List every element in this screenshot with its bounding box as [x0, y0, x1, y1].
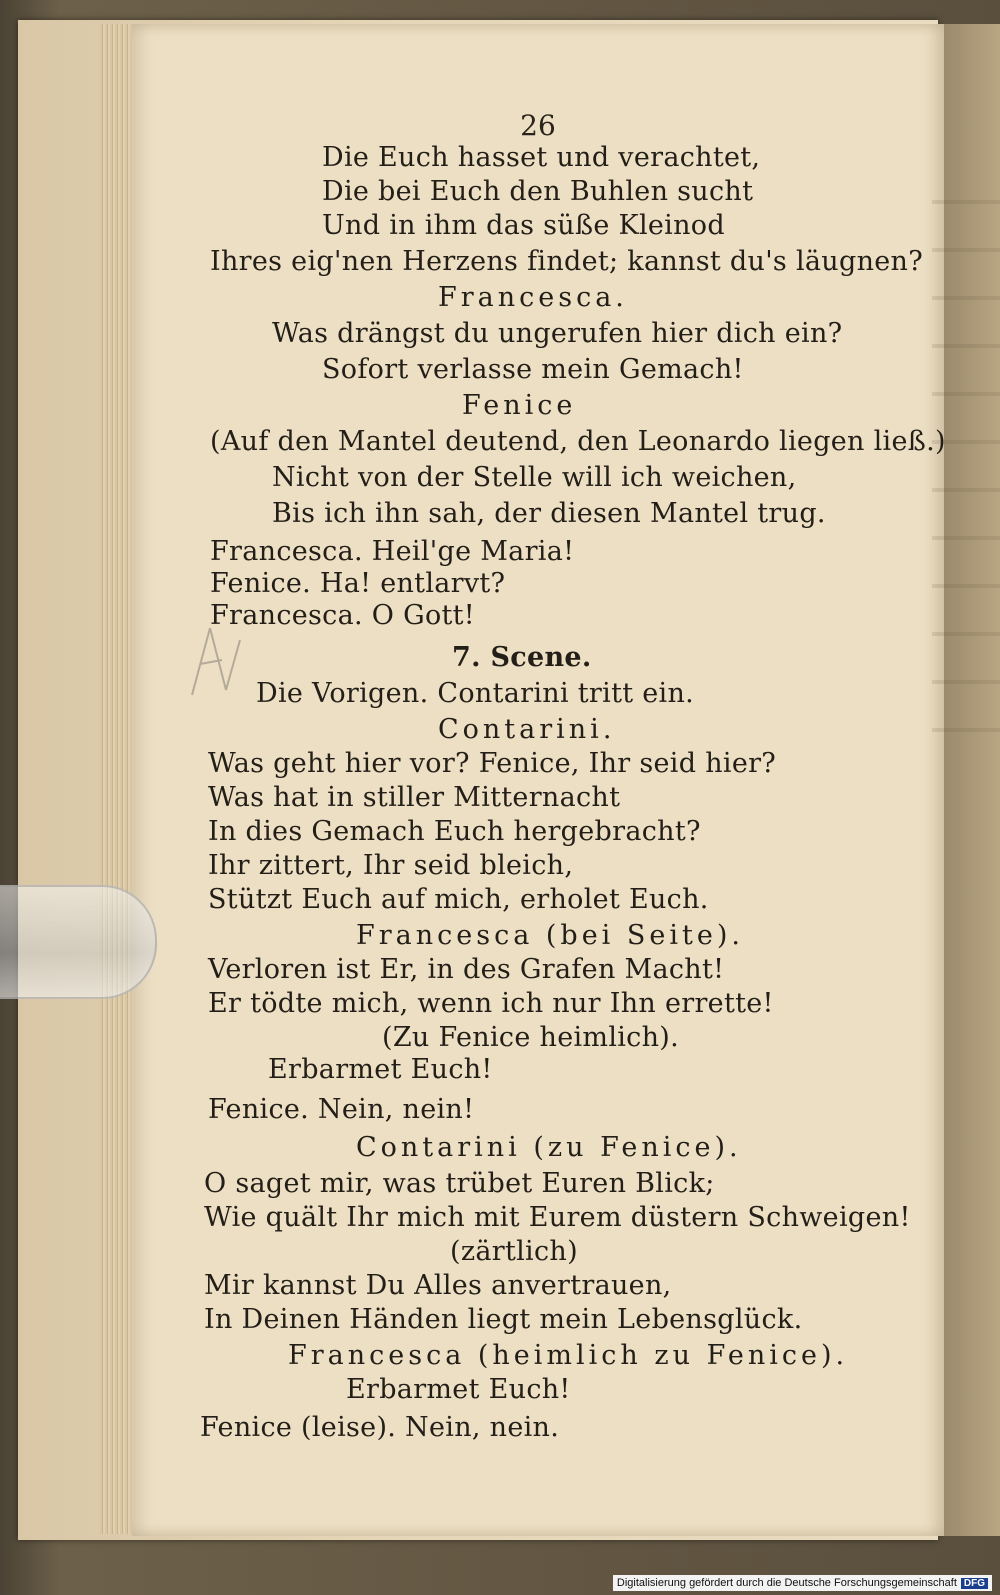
verse-line: Sofort verlasse mein Gemach!	[322, 354, 744, 385]
footer-text: Digitalisierung gefördert durch die Deutsche Forschungsgemeinschaft	[616, 1577, 957, 1589]
speaker-heading: Francesca.	[438, 282, 628, 313]
verse-line: Ihres eig'nen Herzens findet; kannst du's läugnen?	[210, 246, 924, 277]
verse-line: Und in ihm das süße Kleinod	[322, 210, 725, 241]
stage-direction: (Auf den Mantel deutend, den Leonardo liegen ließ.)	[210, 426, 946, 457]
verse-line: In dies Gemach Euch hergebracht?	[208, 816, 701, 847]
verse-line: Verloren ist Er, in des Grafen Macht!	[208, 954, 725, 985]
verse-line: Nicht von der Stelle will ich weichen,	[272, 462, 797, 493]
verse-line: In Deinen Händen liegt mein Lebensglück.	[204, 1304, 803, 1335]
page-edges	[100, 24, 134, 1534]
verse-line: Er tödte mich, wenn ich nur Ihn errette!	[208, 988, 774, 1019]
speaker-heading: Francesca (bei Seite).	[356, 920, 744, 951]
verse-line: Ihr zittert, Ihr seid bleich,	[208, 850, 574, 881]
pencil-mark	[182, 620, 242, 700]
verse-line: Die bei Euch den Buhlen sucht	[322, 176, 754, 207]
stage-direction: Die Vorigen. Contarini tritt ein.	[256, 678, 695, 709]
stage-direction: (zärtlich)	[450, 1236, 578, 1267]
bleed-through-text	[932, 174, 1000, 774]
page-clip	[0, 885, 157, 999]
verse-line: O saget mir, was trübet Euren Blick;	[204, 1168, 715, 1199]
dialogue-line: Fenice (leise). Nein, nein.	[200, 1412, 560, 1443]
digitization-footer	[613, 1575, 992, 1591]
dialogue-line: Fenice. Nein, nein!	[208, 1094, 475, 1125]
speaker-heading: Francesca (heimlich zu Fenice).	[288, 1340, 849, 1371]
verse-line: Wie quält Ihr mich mit Eurem düstern Schweigen!	[204, 1202, 911, 1233]
scene-heading: 7. Scene.	[452, 642, 592, 673]
verse-line: Erbarmet Euch!	[268, 1054, 493, 1085]
verse-line: Was hat in stiller Mitternacht	[208, 782, 621, 813]
verse-line: Bis ich ihn sah, der diesen Mantel trug.	[272, 498, 826, 529]
verse-line: Die Euch hasset und verachtet,	[322, 142, 761, 173]
verse-line: Was geht hier vor? Fenice, Ihr seid hier?	[208, 748, 777, 779]
book-page	[132, 24, 944, 1536]
dialogue-line: Francesca. Heil'ge Maria!	[210, 536, 575, 567]
speaker-heading: Contarini.	[438, 714, 616, 745]
stage-direction: (Zu Fenice heimlich).	[382, 1022, 680, 1053]
verse-line: Mir kannst Du Alles anvertrauen,	[204, 1270, 672, 1301]
speaker-heading: Fenice	[462, 390, 577, 421]
verse-line: Erbarmet Euch!	[346, 1374, 571, 1405]
verse-line: Was drängst du ungerufen hier dich ein?	[272, 318, 843, 349]
dfg-logo: DFG	[961, 1578, 988, 1589]
page-number: 26	[520, 109, 556, 142]
dialogue-line: Francesca. O Gott!	[210, 600, 475, 631]
dialogue-line: Fenice. Ha! entlarvt?	[210, 568, 506, 599]
speaker-heading: Contarini (zu Fenice).	[356, 1132, 742, 1163]
verse-line: Stützt Euch auf mich, erholet Euch.	[208, 884, 709, 915]
